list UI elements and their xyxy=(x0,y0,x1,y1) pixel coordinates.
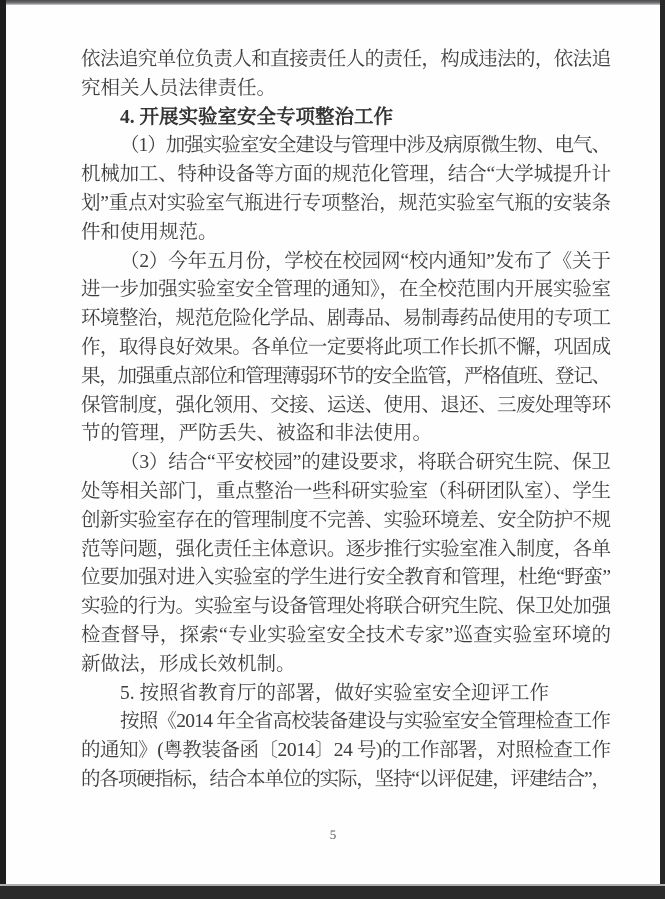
text-block xyxy=(81,46,611,795)
text-line-content: 范等问题，强化责任主体意识。逐步推行实验室准入制度，各单 xyxy=(81,538,611,560)
text-line-content: 件和使用规范。 xyxy=(81,221,218,243)
text-line-content: 作，取得良好效果。各单位一定要将此项工作长抓不懈，巩固成 xyxy=(81,336,611,358)
text-line-content: 果，加强重点部位和管理薄弱环节的安全监管，严格值班、登记、 xyxy=(81,365,610,387)
text-line xyxy=(81,75,611,104)
document-page xyxy=(6,3,660,885)
scan-edge-left xyxy=(0,0,6,899)
text-line xyxy=(81,334,611,363)
text-line xyxy=(81,104,611,133)
text-line-content: 环境整治，规范危险化学品、剧毒品、易制毒药品使用的专项工 xyxy=(81,308,611,330)
text-line-content: （2）今年五月份，学校在校园网“校内通知”发布了《关于 xyxy=(120,250,611,272)
text-line-content: 保管制度，强化领用、交接、运送、使用、退还、三废处理等环 xyxy=(81,394,611,416)
text-line xyxy=(81,449,611,478)
text-line-content: （1）加强实验室安全建设与管理中涉及病原微生物、电气、 xyxy=(120,135,611,157)
text-line-content: 究相关人员法律责任。 xyxy=(81,77,277,99)
text-line-content: （3）结合“平安校园”的建设要求，将联合研究生院、保卫 xyxy=(120,452,611,474)
text-line-content: 5. 按照省教育厅的部署，做好实验室安全迎评工作 xyxy=(120,682,550,704)
text-line-content: 创新实验室存在的管理制度不完善、实验环境差、安全防护不规 xyxy=(81,509,611,531)
text-line xyxy=(81,248,611,277)
text-line xyxy=(81,363,611,392)
text-line-content: 检查督导，探索“专业实验室安全技术专家”巡查实验室环境的 xyxy=(81,624,612,646)
text-line xyxy=(81,478,611,507)
text-line xyxy=(81,737,611,766)
text-line-content: 新做法，形成长效机制。 xyxy=(81,653,296,675)
text-line-content: 进一步加强实验室安全管理的通知》，在全校范围内开展实验室 xyxy=(81,279,611,301)
text-line-content: 实验的行为。实验室与设备管理处将联合研究生院、保卫处加强 xyxy=(81,596,611,618)
text-line xyxy=(81,132,611,161)
text-line-content: 4. 开展实验室安全专项整治工作 xyxy=(120,106,394,128)
text-line-content: 依法追究单位负责人和直接责任人的责任，构成违法的，依法追 xyxy=(81,49,611,70)
text-line xyxy=(81,420,611,449)
text-line-content: 节的管理，严防丢失、被盗和非法使用。 xyxy=(81,423,433,445)
text-line xyxy=(81,161,611,190)
scan-edge-right xyxy=(660,0,665,899)
text-line xyxy=(81,622,611,651)
text-line-content: 处等相关部门，重点整治一些科研实验室（科研团队室）、学生 xyxy=(81,480,611,502)
text-line-content: 机械加工、特种设备等方面的规范化管理，结合“大学城提升计 xyxy=(81,164,611,186)
text-line-content: 位要加强对进入实验室的学生进行安全教育和管理，杜绝“野蛮” xyxy=(81,567,611,589)
text-line xyxy=(81,564,611,593)
scan-edge-top xyxy=(0,0,665,5)
text-line xyxy=(81,708,611,737)
text-line xyxy=(81,219,611,248)
text-line xyxy=(81,276,611,305)
text-line xyxy=(81,190,611,219)
page-number: 5 xyxy=(329,827,337,842)
text-line xyxy=(81,536,611,565)
text-line-content: 划”重点对实验室气瓶进行专项整治，规范实验室气瓶的安装条 xyxy=(81,192,611,214)
text-line xyxy=(81,680,611,709)
text-line xyxy=(81,507,611,536)
text-line xyxy=(81,593,611,622)
text-line xyxy=(81,651,611,680)
text-line-content: 的各项硬指标，结合本单位的实际，坚持“以评促建，评建结合”， xyxy=(81,768,610,790)
text-line xyxy=(81,766,611,795)
text-line xyxy=(81,305,611,334)
text-line-content: 的通知》(粤教装备函〔2014〕24 号)的工作部署，对照检查工作 xyxy=(81,740,611,762)
text-line xyxy=(81,46,611,75)
scan-edge-bottom xyxy=(0,884,665,899)
text-line-content: 按照《2014 年全省高校装备建设与实验室安全管理检查工作 xyxy=(120,711,611,733)
text-line xyxy=(81,392,611,421)
